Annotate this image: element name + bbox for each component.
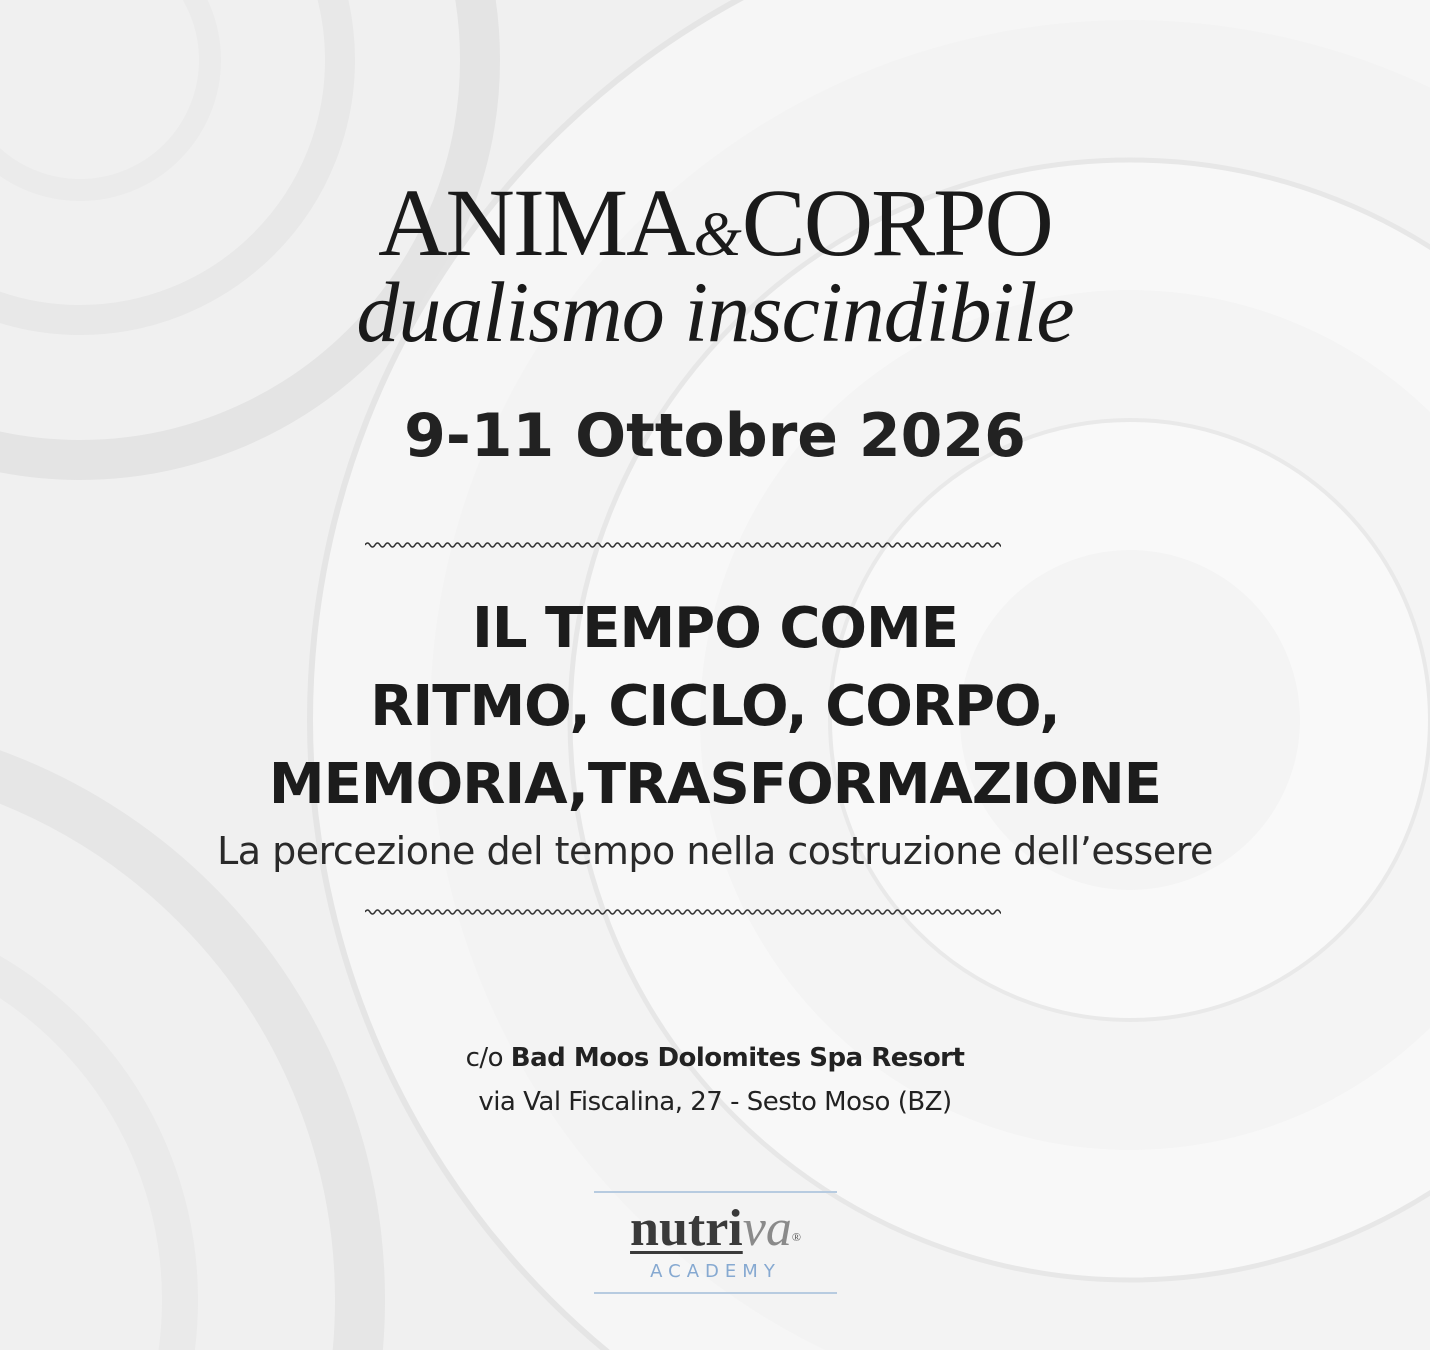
wave-divider-bottom — [365, 907, 1001, 917]
wave-divider-top — [365, 540, 1001, 550]
logo-rule-bottom — [594, 1292, 837, 1294]
registered-mark: ® — [791, 1230, 801, 1244]
logo-wordmark — [594, 1199, 837, 1259]
theme-headline — [0, 590, 1430, 824]
venue-block — [0, 1036, 1430, 1124]
theme-tagline: La percezione del tempo nella costruzione dell’essere — [217, 829, 1213, 873]
headline-line-2: RITMO, CICLO, CORPO, — [370, 674, 1060, 739]
title-word-anima: ANIMA — [378, 169, 694, 276]
logo-word-nutri: nutri — [630, 1200, 743, 1257]
venue-address: via Val Fiscalina, 27 - Sesto Moso (BZ) — [478, 1087, 952, 1117]
title-ampersand: & — [693, 201, 742, 269]
venue-prefix: c/o — [465, 1043, 511, 1073]
logo-word-va: va — [742, 1200, 792, 1257]
title-word-corpo: CORPO — [741, 169, 1052, 276]
event-subtitle: dualismo inscindibile — [356, 264, 1074, 360]
headline-line-1: IL TEMPO COME — [471, 596, 959, 661]
venue-name-line — [0, 1036, 1430, 1080]
headline-line-3: MEMORIA,TRASFORMAZIONE — [268, 752, 1162, 817]
logo-academy-label: ACADEMY — [650, 1261, 781, 1282]
venue-name: Bad Moos Dolomites Spa Resort — [510, 1043, 965, 1073]
event-dates: 9-11 Ottobre 2026 — [404, 401, 1026, 471]
logo-rule-top — [594, 1191, 837, 1193]
nutriva-academy-logo — [594, 1191, 837, 1294]
